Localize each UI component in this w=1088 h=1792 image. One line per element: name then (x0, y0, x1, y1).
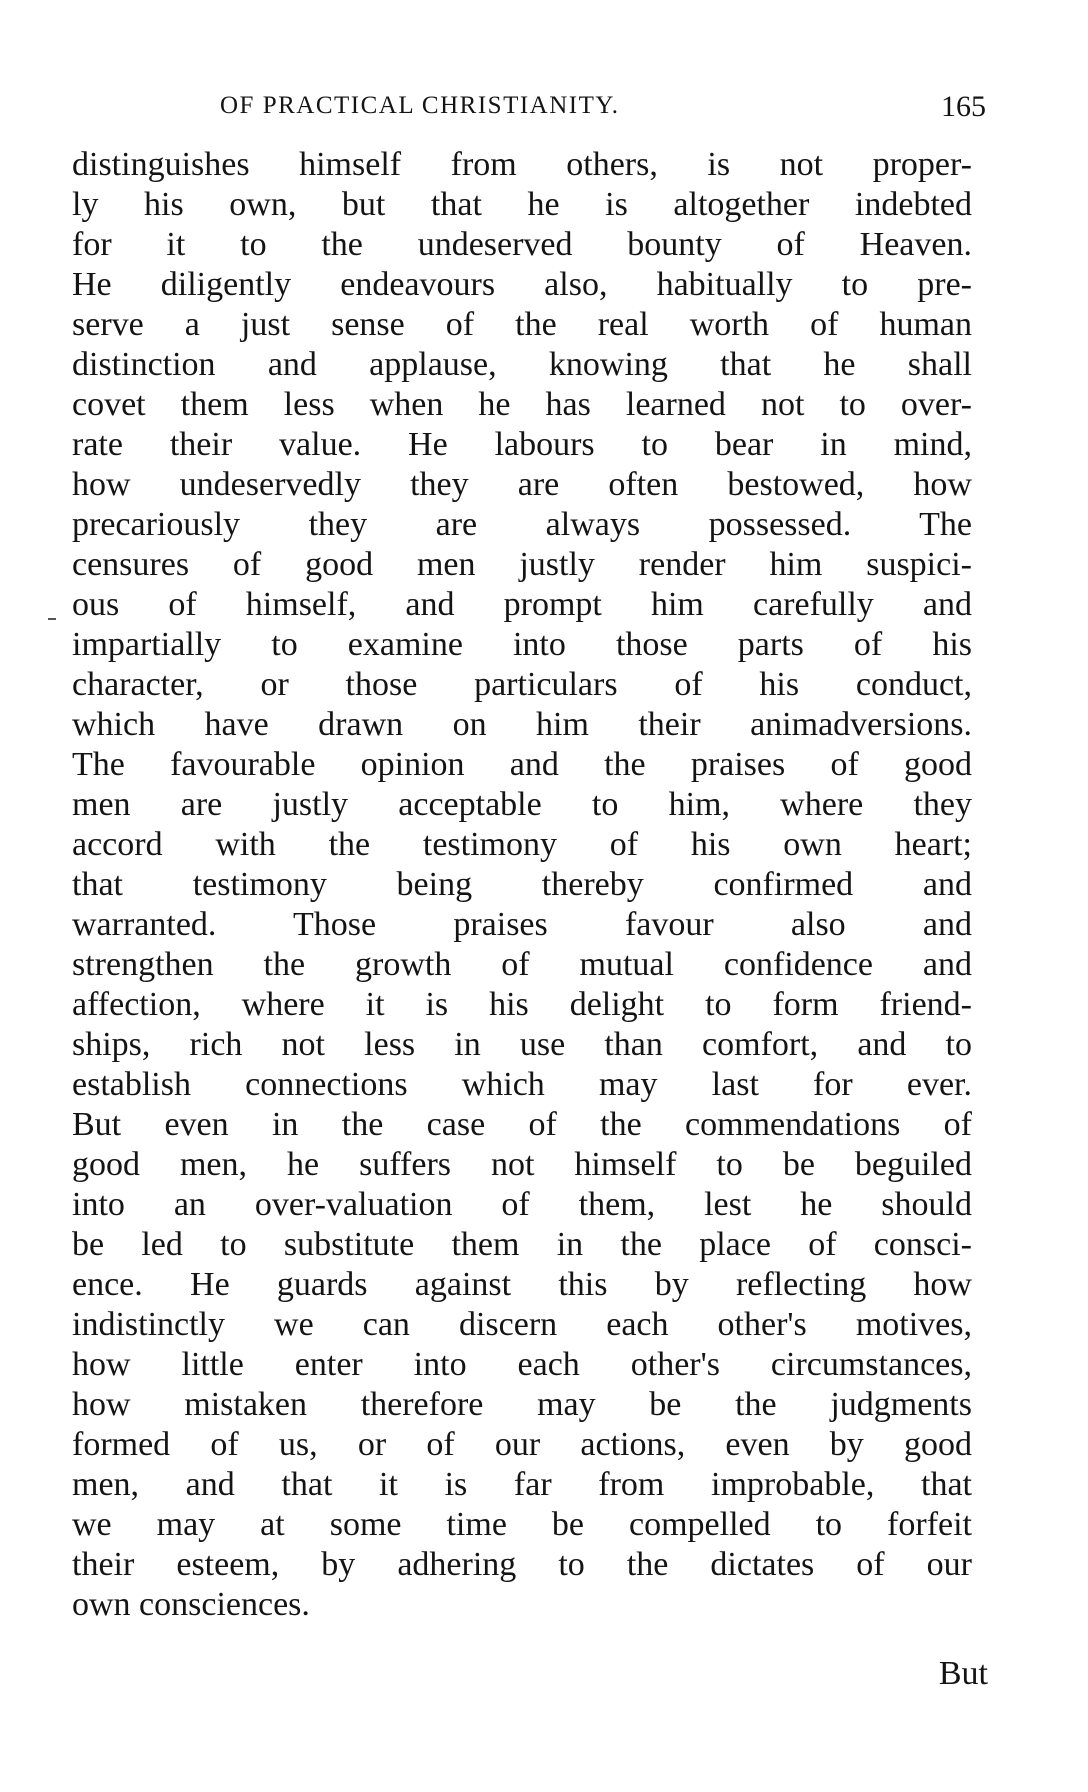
text-line: formed of us, or of our actions, even by good (72, 1426, 972, 1463)
stray-ink-mark (48, 618, 56, 620)
text-line: into an over-valuation of them, lest he should (72, 1186, 972, 1223)
text-line: men, and that it is far from improbable, that (72, 1466, 972, 1503)
text-line: rate their value. He labours to bear in mind, (72, 426, 972, 463)
text-line: The favourable opinion and the praises of good (72, 746, 972, 783)
text-line: which have drawn on him their animadversions. (72, 706, 972, 743)
text-line: for it to the undeserved bounty of Heaven. (72, 226, 972, 263)
text-line: impartially to examine into those parts of his (72, 626, 972, 663)
text-line: covet them less when he has learned not to over- (72, 386, 972, 423)
text-line: good men, he suffers not himself to be beguiled (72, 1146, 972, 1183)
text-line: accord with the testimony of his own heart; (72, 826, 972, 863)
text-line: precariously they are always possessed. The (72, 506, 972, 543)
page-number: 165 (941, 90, 986, 123)
page-header (220, 92, 986, 132)
text-line: affection, where it is his delight to form friend- (72, 986, 972, 1023)
text-line: how undeservedly they are often bestowed, how (72, 466, 972, 503)
text-line: indistinctly we can discern each other's motives, (72, 1306, 972, 1343)
text-line: strengthen the growth of mutual confidence and (72, 946, 972, 983)
body-text (72, 145, 972, 1625)
text-line: character, or those particulars of his conduct, (72, 666, 972, 703)
text-line: how little enter into each other's circumstances, (72, 1346, 972, 1383)
text-line-last: own consciences. (72, 1586, 310, 1623)
text-line: ly his own, but that he is altogether indebted (72, 186, 972, 223)
text-line: establish connections which may last for ever. (72, 1066, 972, 1103)
text-line: their esteem, by adhering to the dictates of our (72, 1546, 972, 1583)
text-line: we may at some time be compelled to forfeit (72, 1506, 972, 1543)
text-line: censures of good men justly render him suspici- (72, 546, 972, 583)
text-line: distinguishes himself from others, is not proper- (72, 146, 972, 183)
text-line: ships, rich not less in use than comfort, and to (72, 1026, 972, 1063)
text-line: ous of himself, and prompt him carefully and (72, 586, 972, 623)
text-line: ence. He guards against this by reflecting how (72, 1266, 972, 1303)
text-line: serve a just sense of the real worth of human (72, 306, 972, 343)
text-line: how mistaken therefore may be the judgments (72, 1386, 972, 1423)
text-line: men are justly acceptable to him, where they (72, 786, 972, 823)
text-line: distinction and applause, knowing that he shall (72, 346, 972, 383)
text-line: He diligently endeavours also, habitually to pre- (72, 266, 972, 303)
running-head: OF PRACTICAL CHRISTIANITY. (220, 92, 620, 119)
text-line: But even in the case of the commendations of (72, 1106, 972, 1143)
text-line: warranted. Those praises favour also and (72, 906, 972, 943)
text-line: be led to substitute them in the place of consci- (72, 1226, 972, 1263)
text-line: that testimony being thereby confirmed and (72, 866, 972, 903)
catchword: But (938, 1655, 988, 1692)
